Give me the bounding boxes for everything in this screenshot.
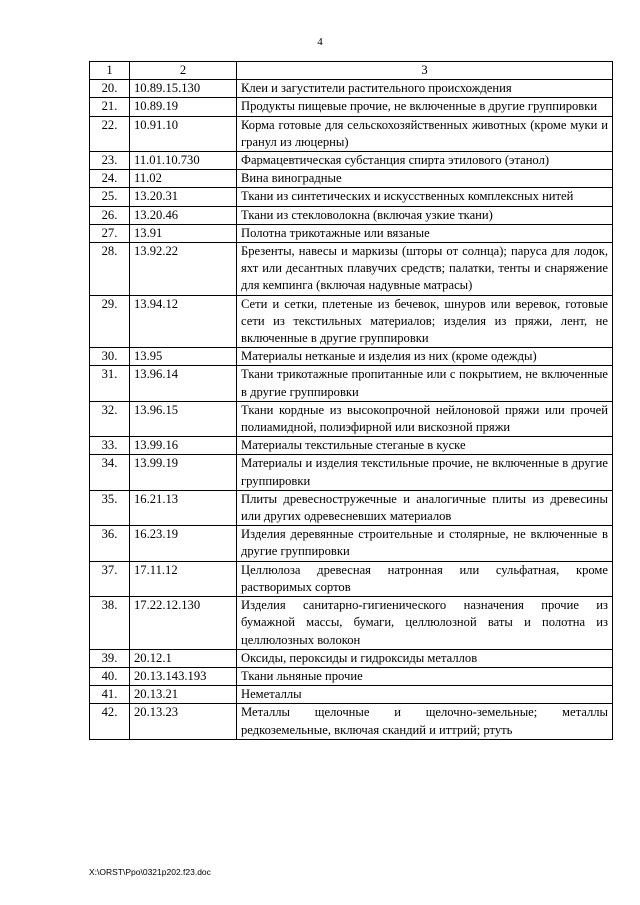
row-number-cell: 23.	[90, 152, 130, 170]
table-row	[90, 667, 613, 685]
product-description-cell: Брезенты, навесы и маркизы (шторы от солнца); паруса для лодок, яхт или десантных плавучих средств; палатки, тенты и снаряжение для кемпинга (включая надувные матрасы)	[237, 243, 613, 296]
column-header-code: 2	[130, 62, 237, 80]
classification-code-cell: 10.89.15.130	[130, 80, 237, 98]
product-description-cell: Ткани из синтетических и искусственных комплексных нитей	[237, 188, 613, 206]
table-header-row	[90, 62, 613, 80]
classification-code-cell: 13.96.15	[130, 401, 237, 436]
classification-code-cell: 11.02	[130, 170, 237, 188]
table-row	[90, 295, 613, 348]
document-file-path: X:\ORST\Ppo\0321p202.f23.doc	[89, 867, 211, 877]
classification-code-cell: 13.20.31	[130, 188, 237, 206]
table-row	[90, 704, 613, 739]
classification-code-cell: 13.96.14	[130, 366, 237, 401]
row-number-cell: 24.	[90, 170, 130, 188]
row-number-cell: 20.	[90, 80, 130, 98]
table-row	[90, 455, 613, 490]
table-row	[90, 348, 613, 366]
page-number: 4	[317, 36, 323, 48]
table-row	[90, 152, 613, 170]
classification-code-cell: 13.94.12	[130, 295, 237, 348]
row-number-cell: 31.	[90, 366, 130, 401]
row-number-cell: 32.	[90, 401, 130, 436]
table-row	[90, 98, 613, 116]
product-description-cell: Ткани льняные прочие	[237, 667, 613, 685]
row-number-cell: 40.	[90, 667, 130, 685]
table-row	[90, 170, 613, 188]
classification-code-cell: 13.91	[130, 224, 237, 242]
table-row	[90, 401, 613, 436]
product-description-cell: Оксиды, пероксиды и гидроксиды металлов	[237, 649, 613, 667]
row-number-cell: 35.	[90, 490, 130, 525]
column-header-number: 1	[90, 62, 130, 80]
table-row	[90, 526, 613, 561]
row-number-cell: 26.	[90, 206, 130, 224]
product-description-cell: Целлюлоза древесная натронная или сульфатная, кроме растворимых сортов	[237, 561, 613, 596]
product-table	[89, 61, 613, 740]
product-description-cell: Корма готовые для сельскохозяйственных животных (кроме муки и гранул из люцерны)	[237, 116, 613, 151]
table-row	[90, 437, 613, 455]
column-header-description: 3	[237, 62, 613, 80]
classification-code-cell: 11.01.10.730	[130, 152, 237, 170]
table-row	[90, 686, 613, 704]
row-number-cell: 33.	[90, 437, 130, 455]
product-description-cell: Изделия деревянные строительные и столярные, не включенные в другие группировки	[237, 526, 613, 561]
table-row	[90, 597, 613, 650]
product-description-cell: Полотна трикотажные или вязаные	[237, 224, 613, 242]
classification-code-cell: 13.92.22	[130, 243, 237, 296]
classification-code-cell: 13.99.16	[130, 437, 237, 455]
classification-code-cell: 20.13.23	[130, 704, 237, 739]
product-description-cell: Ткани из стекловолокна (включая узкие ткани)	[237, 206, 613, 224]
table-row	[90, 224, 613, 242]
table-row	[90, 80, 613, 98]
classification-code-cell: 16.23.19	[130, 526, 237, 561]
classification-code-cell: 10.89.19	[130, 98, 237, 116]
row-number-cell: 41.	[90, 686, 130, 704]
product-description-cell: Материалы текстильные стеганые в куске	[237, 437, 613, 455]
product-description-cell: Сети и сетки, плетеные из бечевок, шнуров или веревок, готовые сети из текстильных материалов; изделия из пряжи, лент, не включенные в другие группировки	[237, 295, 613, 348]
classification-code-cell: 13.95	[130, 348, 237, 366]
row-number-cell: 22.	[90, 116, 130, 151]
product-description-cell: Материалы нетканые и изделия из них (кроме одежды)	[237, 348, 613, 366]
table-row	[90, 243, 613, 296]
classification-code-cell: 17.22.12.130	[130, 597, 237, 650]
table-row	[90, 490, 613, 525]
product-description-cell: Металлы щелочные и щелочно-земельные; металлы редкоземельные, включая скандий и иттрий; ртуть	[237, 704, 613, 739]
classification-code-cell: 17.11.12	[130, 561, 237, 596]
row-number-cell: 38.	[90, 597, 130, 650]
classification-code-cell: 20.12.1	[130, 649, 237, 667]
product-description-cell: Неметаллы	[237, 686, 613, 704]
row-number-cell: 27.	[90, 224, 130, 242]
row-number-cell: 30.	[90, 348, 130, 366]
row-number-cell: 21.	[90, 98, 130, 116]
table-row	[90, 116, 613, 151]
classification-code-cell: 20.13.21	[130, 686, 237, 704]
row-number-cell: 25.	[90, 188, 130, 206]
product-description-cell: Плиты древесностружечные и аналогичные плиты из древесины или других одревесневших материалов	[237, 490, 613, 525]
row-number-cell: 42.	[90, 704, 130, 739]
table-row	[90, 649, 613, 667]
row-number-cell: 39.	[90, 649, 130, 667]
product-description-cell: Клеи и загустители растительного происхождения	[237, 80, 613, 98]
classification-code-cell: 20.13.143.193	[130, 667, 237, 685]
row-number-cell: 37.	[90, 561, 130, 596]
product-description-cell: Фармацевтическая субстанция спирта этилового (этанол)	[237, 152, 613, 170]
table-row	[90, 366, 613, 401]
row-number-cell: 28.	[90, 243, 130, 296]
classification-code-cell: 16.21.13	[130, 490, 237, 525]
row-number-cell: 36.	[90, 526, 130, 561]
row-number-cell: 29.	[90, 295, 130, 348]
product-description-cell: Вина виноградные	[237, 170, 613, 188]
product-description-cell: Материалы и изделия текстильные прочие, не включенные в другие группировки	[237, 455, 613, 490]
product-description-cell: Изделия санитарно-гигиенического назначения прочие из бумажной массы, бумаги, целлюлозной ваты и полотна из целлюлозных волокон	[237, 597, 613, 650]
table-row	[90, 206, 613, 224]
product-description-cell: Ткани кордные из высокопрочной нейлоновой пряжи или прочей полиамидной, полиэфирной или вискозной пряжи	[237, 401, 613, 436]
table-body	[90, 80, 613, 740]
classification-code-cell: 13.99.19	[130, 455, 237, 490]
table-row	[90, 188, 613, 206]
classification-code-cell: 10.91.10	[130, 116, 237, 151]
product-description-cell: Продукты пищевые прочие, не включенные в другие группировки	[237, 98, 613, 116]
row-number-cell: 34.	[90, 455, 130, 490]
product-description-cell: Ткани трикотажные пропитанные или с покрытием, не включенные в другие группировки	[237, 366, 613, 401]
table-row	[90, 561, 613, 596]
classification-code-cell: 13.20.46	[130, 206, 237, 224]
